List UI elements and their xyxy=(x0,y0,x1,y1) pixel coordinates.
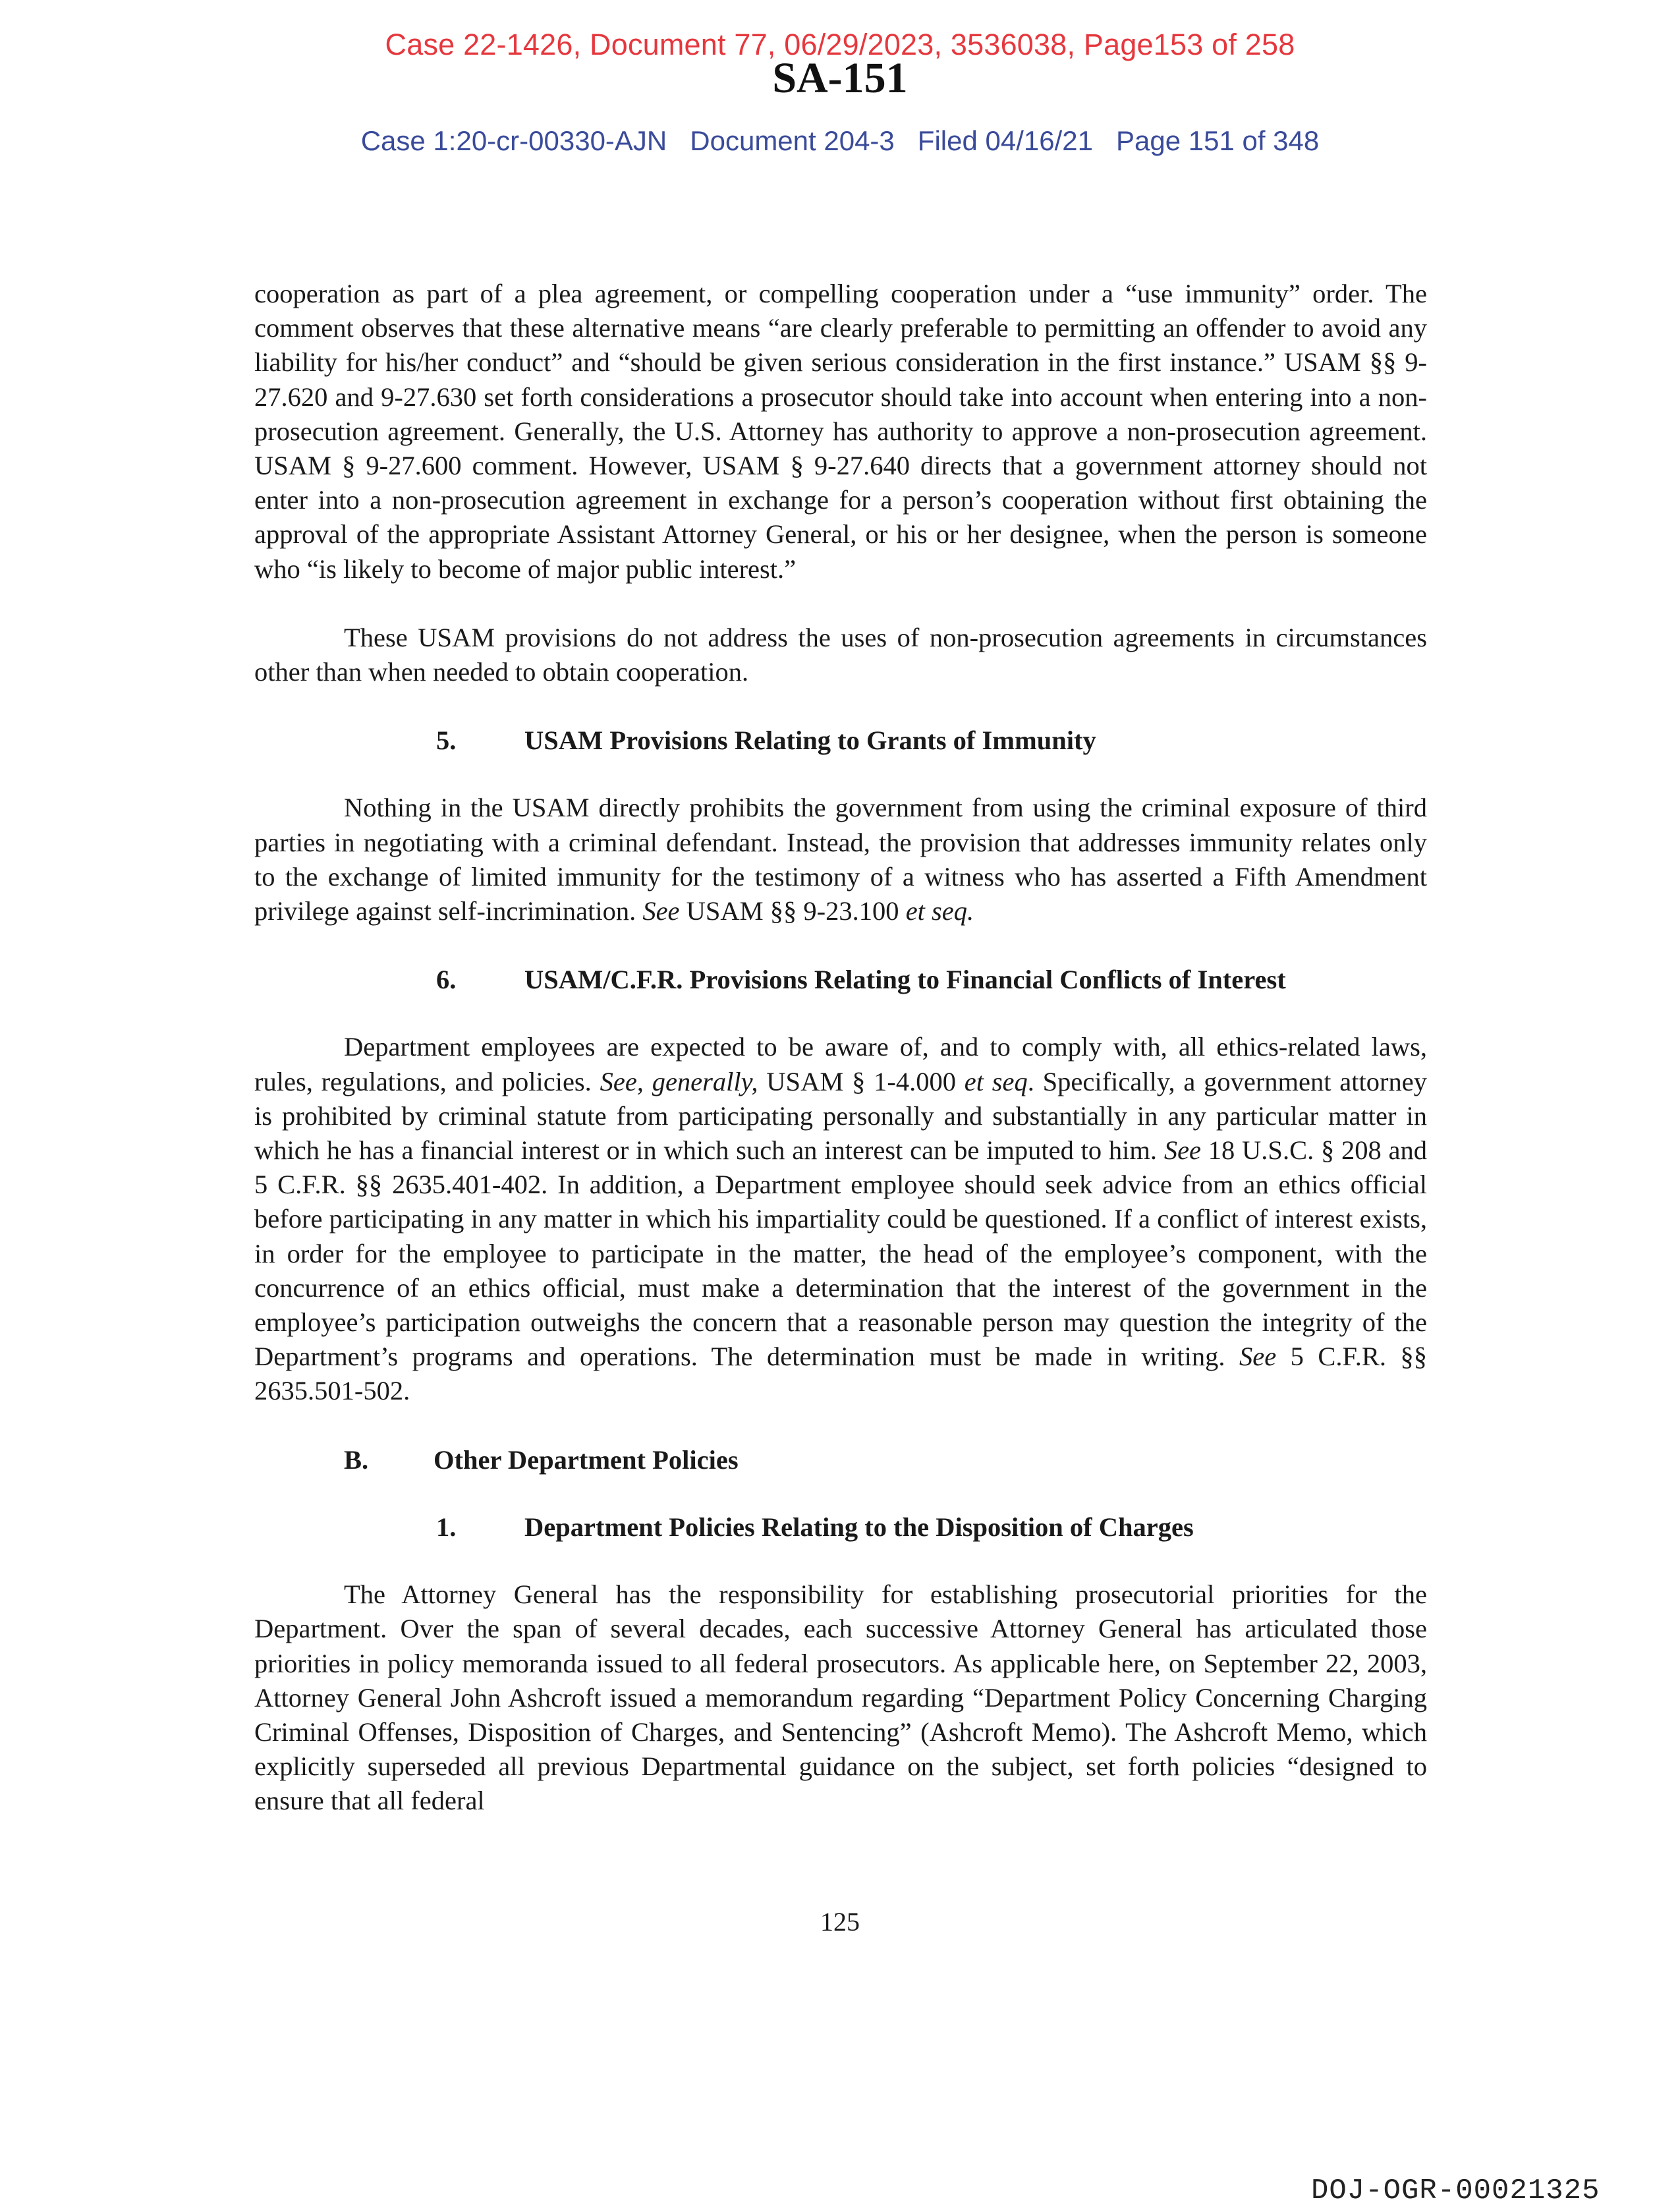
paragraph-text: . Specifically, a government attorney is prohibited by criminal statute from participating personally and substantially in any particular matter in which he has a financial interest or in which such an interest can be imputed to him. xyxy=(254,1066,1428,1166)
section-heading-5 xyxy=(254,723,1427,758)
bates-number: DOJ-OGR-00021325 xyxy=(1311,2174,1600,2207)
paragraph-text: Department employees are expected to be aware of, and to comply with, all ethics-related laws, rules, regulations, and policies. xyxy=(254,1032,1427,1096)
citation-signal: See, generally, xyxy=(600,1066,758,1096)
citation-signal: See xyxy=(1163,1135,1202,1166)
paragraph-non-prosecution-cooperation xyxy=(254,277,1427,586)
paragraph-text: The Attorney General has the responsibility for establishing prosecutorial priorities for the Department. Over the span of several decades, each successive Attorney General has articulated those priorities in policy memoranda issued to all federal prosecutors. As applicable here, on September 22, 2003, Attorney General John Ashcroft issued a memorandum regarding “Department Policy Concerning Charging Criminal Offenses, Disposition of Charges, and Sentencing” (Ashcroft Memo). The Ashcroft Memo, which explicitly superseded all previous Departmental guidance on the subject, set forth policies “designed to ensure that all federal xyxy=(254,1579,1427,1816)
heading-title: USAM/C.F.R. Provisions Relating to Financial Conflicts of Interest xyxy=(524,965,1286,995)
citation-text: USAM §§ 9-23.100 xyxy=(679,896,906,926)
citation-text: USAM § 1-4.000 xyxy=(758,1066,965,1096)
heading-number: B. xyxy=(344,1444,369,1475)
section-heading-b xyxy=(254,1443,1427,1477)
section-heading-6 xyxy=(254,963,1427,997)
page-number: 125 xyxy=(820,1907,860,1937)
heading-title: Other Department Policies xyxy=(434,1444,739,1475)
paragraph-attorney-general-priorities xyxy=(254,1577,1427,1818)
citation-et-seq: et seq xyxy=(964,1066,1028,1096)
paragraph-conflicts-of-interest xyxy=(254,1030,1427,1408)
citation-signal: See xyxy=(642,896,680,926)
paragraph-text: Nothing in the USAM directly prohibits the government from using the criminal exposure of third parties in negotiating with a criminal defendant. Instead, the provision that addresses immunity relates only to the exchange of limited immunity for the testimony of a witness who has asserted a Fifth Amendment privilege against self-incrimination. xyxy=(254,793,1427,926)
document-body xyxy=(254,277,1427,1819)
heading-title: USAM Provisions Relating to Grants of Immunity xyxy=(524,725,1096,756)
heading-number: 1. xyxy=(436,1512,457,1542)
paragraph-text: cooperation as part of a plea agreement, or compelling cooperation under a “use immunity” order. The comment observes that these alternative means “are clearly preferable to permitting an offender to avoid any liability for his/her conduct” and “should be given serious consideration in the first instance.” USAM §§ 9-27.620 and 9-27.630 set forth considerations a prosecutor should take into account when entering into a non-prosecution agreement. Generally, the U.S. Attorney has authority to approve a non-prosecution agreement. USAM § 9-27.600 comment. However, USAM § 9-27.640 directs that a government attorney should not enter into a non-prosecution agreement in exchange for a person’s cooperation without first obtaining the approval of the appropriate Assistant Attorney General, or his or her designee, when the person is someone who “is likely to become of major public interest.” xyxy=(254,279,1427,584)
heading-title: Department Policies Relating to the Disposition of Charges xyxy=(524,1512,1194,1542)
heading-number: 6. xyxy=(436,965,457,995)
citation-et-seq: et seq. xyxy=(905,896,974,926)
sa-page-number: SA-151 xyxy=(772,54,908,102)
citation-signal: See xyxy=(1239,1342,1277,1372)
paragraph-grants-of-immunity xyxy=(254,791,1427,928)
paragraph-text: 18 U.S.C. § 208 and 5 C.F.R. §§ 2635.401-402. In addition, a Department employee should seek advice from an ethics official before participating in any matter in which his impartiality could be questioned. If a conflict of interest exists, in order for the employee to participate in the matter, the head of the employee’s component, with the concurrence of an ethics official, must make a determination that the interest of the government in the employee’s participation outweighs the concern that a reasonable person may question the integrity of the Department’s programs and operations. The determination must be made in writing. xyxy=(254,1135,1428,1372)
citation-text: 5 C.F.R. §§ 2635.501-502. xyxy=(254,1342,1427,1406)
district-case-stamp: Case 1:20-cr-00330-AJN Document 204-3 Filed 04/16/21 Page 151 of 348 xyxy=(360,125,1320,156)
paragraph-usam-provisions xyxy=(254,621,1427,689)
paragraph-text: These USAM provisions do not address the uses of non-prosecution agreements in circumstances other than when needed to obtain cooperation. xyxy=(254,622,1427,687)
section-heading-b1 xyxy=(254,1510,1427,1545)
heading-number: 5. xyxy=(436,725,457,756)
appeal-case-stamp: Case 22-1426, Document 77, 06/29/2023, 3536038, Page153 of 258 xyxy=(385,28,1295,61)
